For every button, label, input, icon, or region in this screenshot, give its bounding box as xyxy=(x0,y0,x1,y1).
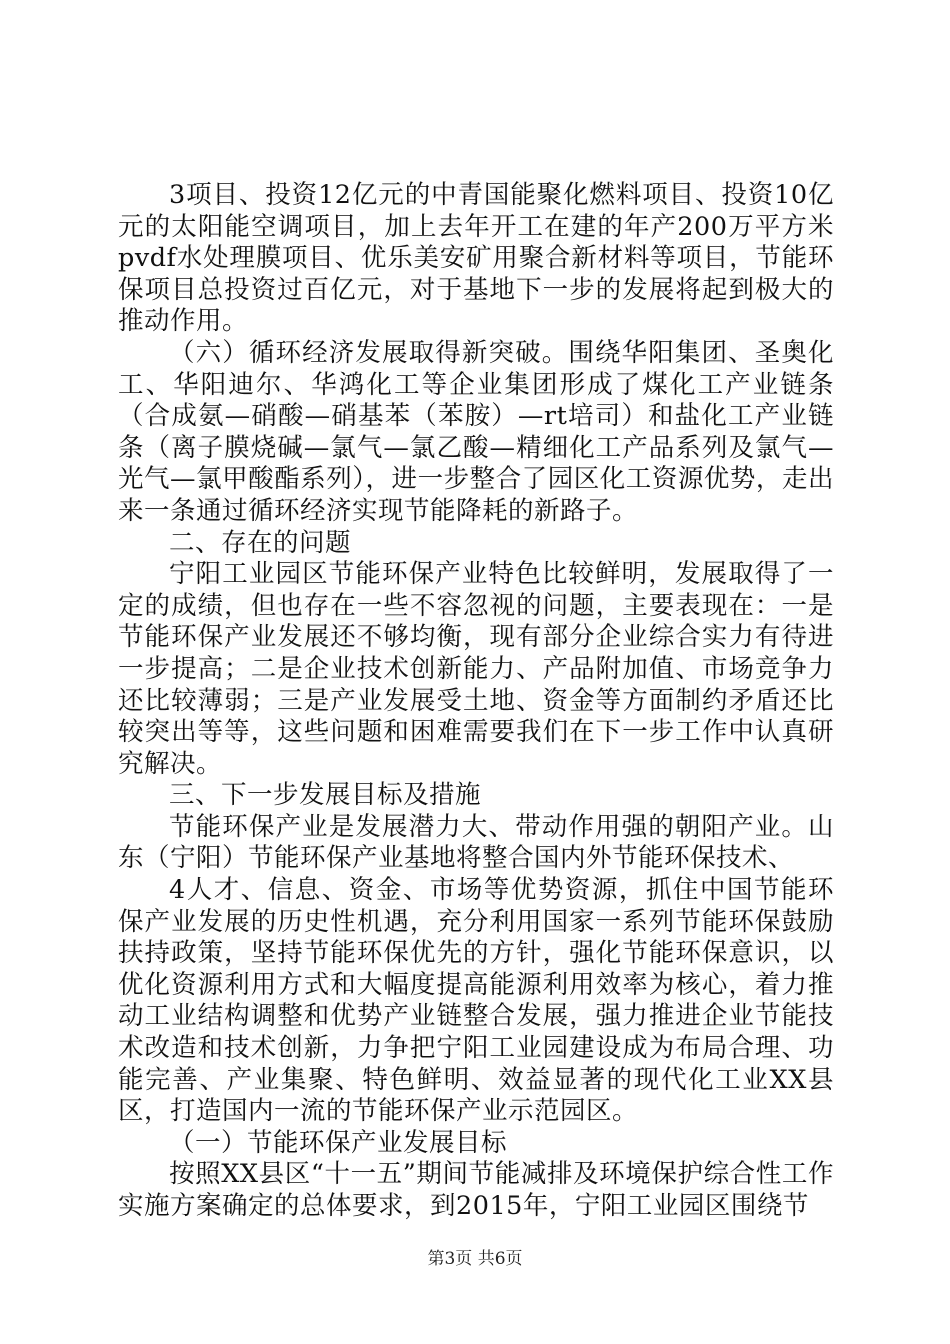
section-heading-problems: 二、存在的问题 xyxy=(169,527,352,558)
document-body xyxy=(118,180,834,1223)
paragraph-resources-strategy: 4人才、信息、资金、市场等优势资源，抓住中国节能环保产业发展的历史性机遇，充分利用国家一系列节能环保鼓励扶持政策，坚持节能环保优先的方针，强化节能环保意识，以优化资源利用方式和大幅度提高能源利用效率为核心，着力推动工业结构调整和优势产业链整合发展，强力推进企业节能技术改造和技术创新，力争把宁阳工业园建设成为布局合理、功能完善、产业集聚、特色鲜明、效益显著的现代化工业XX县区，打造国内一流的节能环保产业示范园区。 xyxy=(118,875,834,1127)
paragraph-projects-investment: 3项目、投资12亿元的中青国能聚化燃料项目、投资10亿元的太阳能空调项目，加上去年开工在建的年产200万平方米pvdf水处理膜项目、优乐美安矿用聚合新材料等项目，节能环保项目总投资过百亿元，对于基地下一步的发展将起到极大的推动作用。 xyxy=(118,180,834,337)
section-heading-goals-measures: 三、下一步发展目标及措施 xyxy=(169,780,482,811)
paragraph-sunrise-industry: 节能环保产业是发展潜力大、带动作用强的朝阳产业。山东（宁阳）节能环保产业基地将整合国内外节能环保技术、 xyxy=(118,811,834,874)
subsection-heading-targets: （一）节能环保产业发展目标 xyxy=(169,1127,508,1158)
paragraph-circular-economy: （六）循环经济发展取得新突破。围绕华阳集团、圣奥化工、华阳迪尔、华鸿化工等企业集团形成了煤化工产业链条（合成氨—硝酸—硝基苯（苯胺）—rt培司）和盐化工产业链条（离子膜烧碱—氯气—氯乙酸—精细化工产品系列及氯气—光气—氯甲酸酯系列），进一步整合了园区化工资源优势，走出来一条通过循环经济实现节能降耗的新路子。 xyxy=(118,337,834,526)
paragraph-targets: 按照XX县区“十一五”期间节能减排及环境保护综合性工作实施方案确定的总体要求，到2015年，宁阳工业园区围绕节 xyxy=(118,1159,834,1221)
page-footer: 第3页 共6页 xyxy=(427,1249,523,1269)
paragraph-problems: 宁阳工业园区节能环保产业特色比较鲜明，发展取得了一定的成绩，但也存在一些不容忽视的问题，主要表现在：一是节能环保产业发展还不够均衡，现有部分企业综合实力有待进一步提高；二是企业技术创新能力、产品附加值、市场竞争力还比较薄弱；三是产业发展受土地、资金等方面制约矛盾还比较突出等等，这些问题和困难需要我们在下一步工作中认真研究解决。 xyxy=(118,559,834,779)
